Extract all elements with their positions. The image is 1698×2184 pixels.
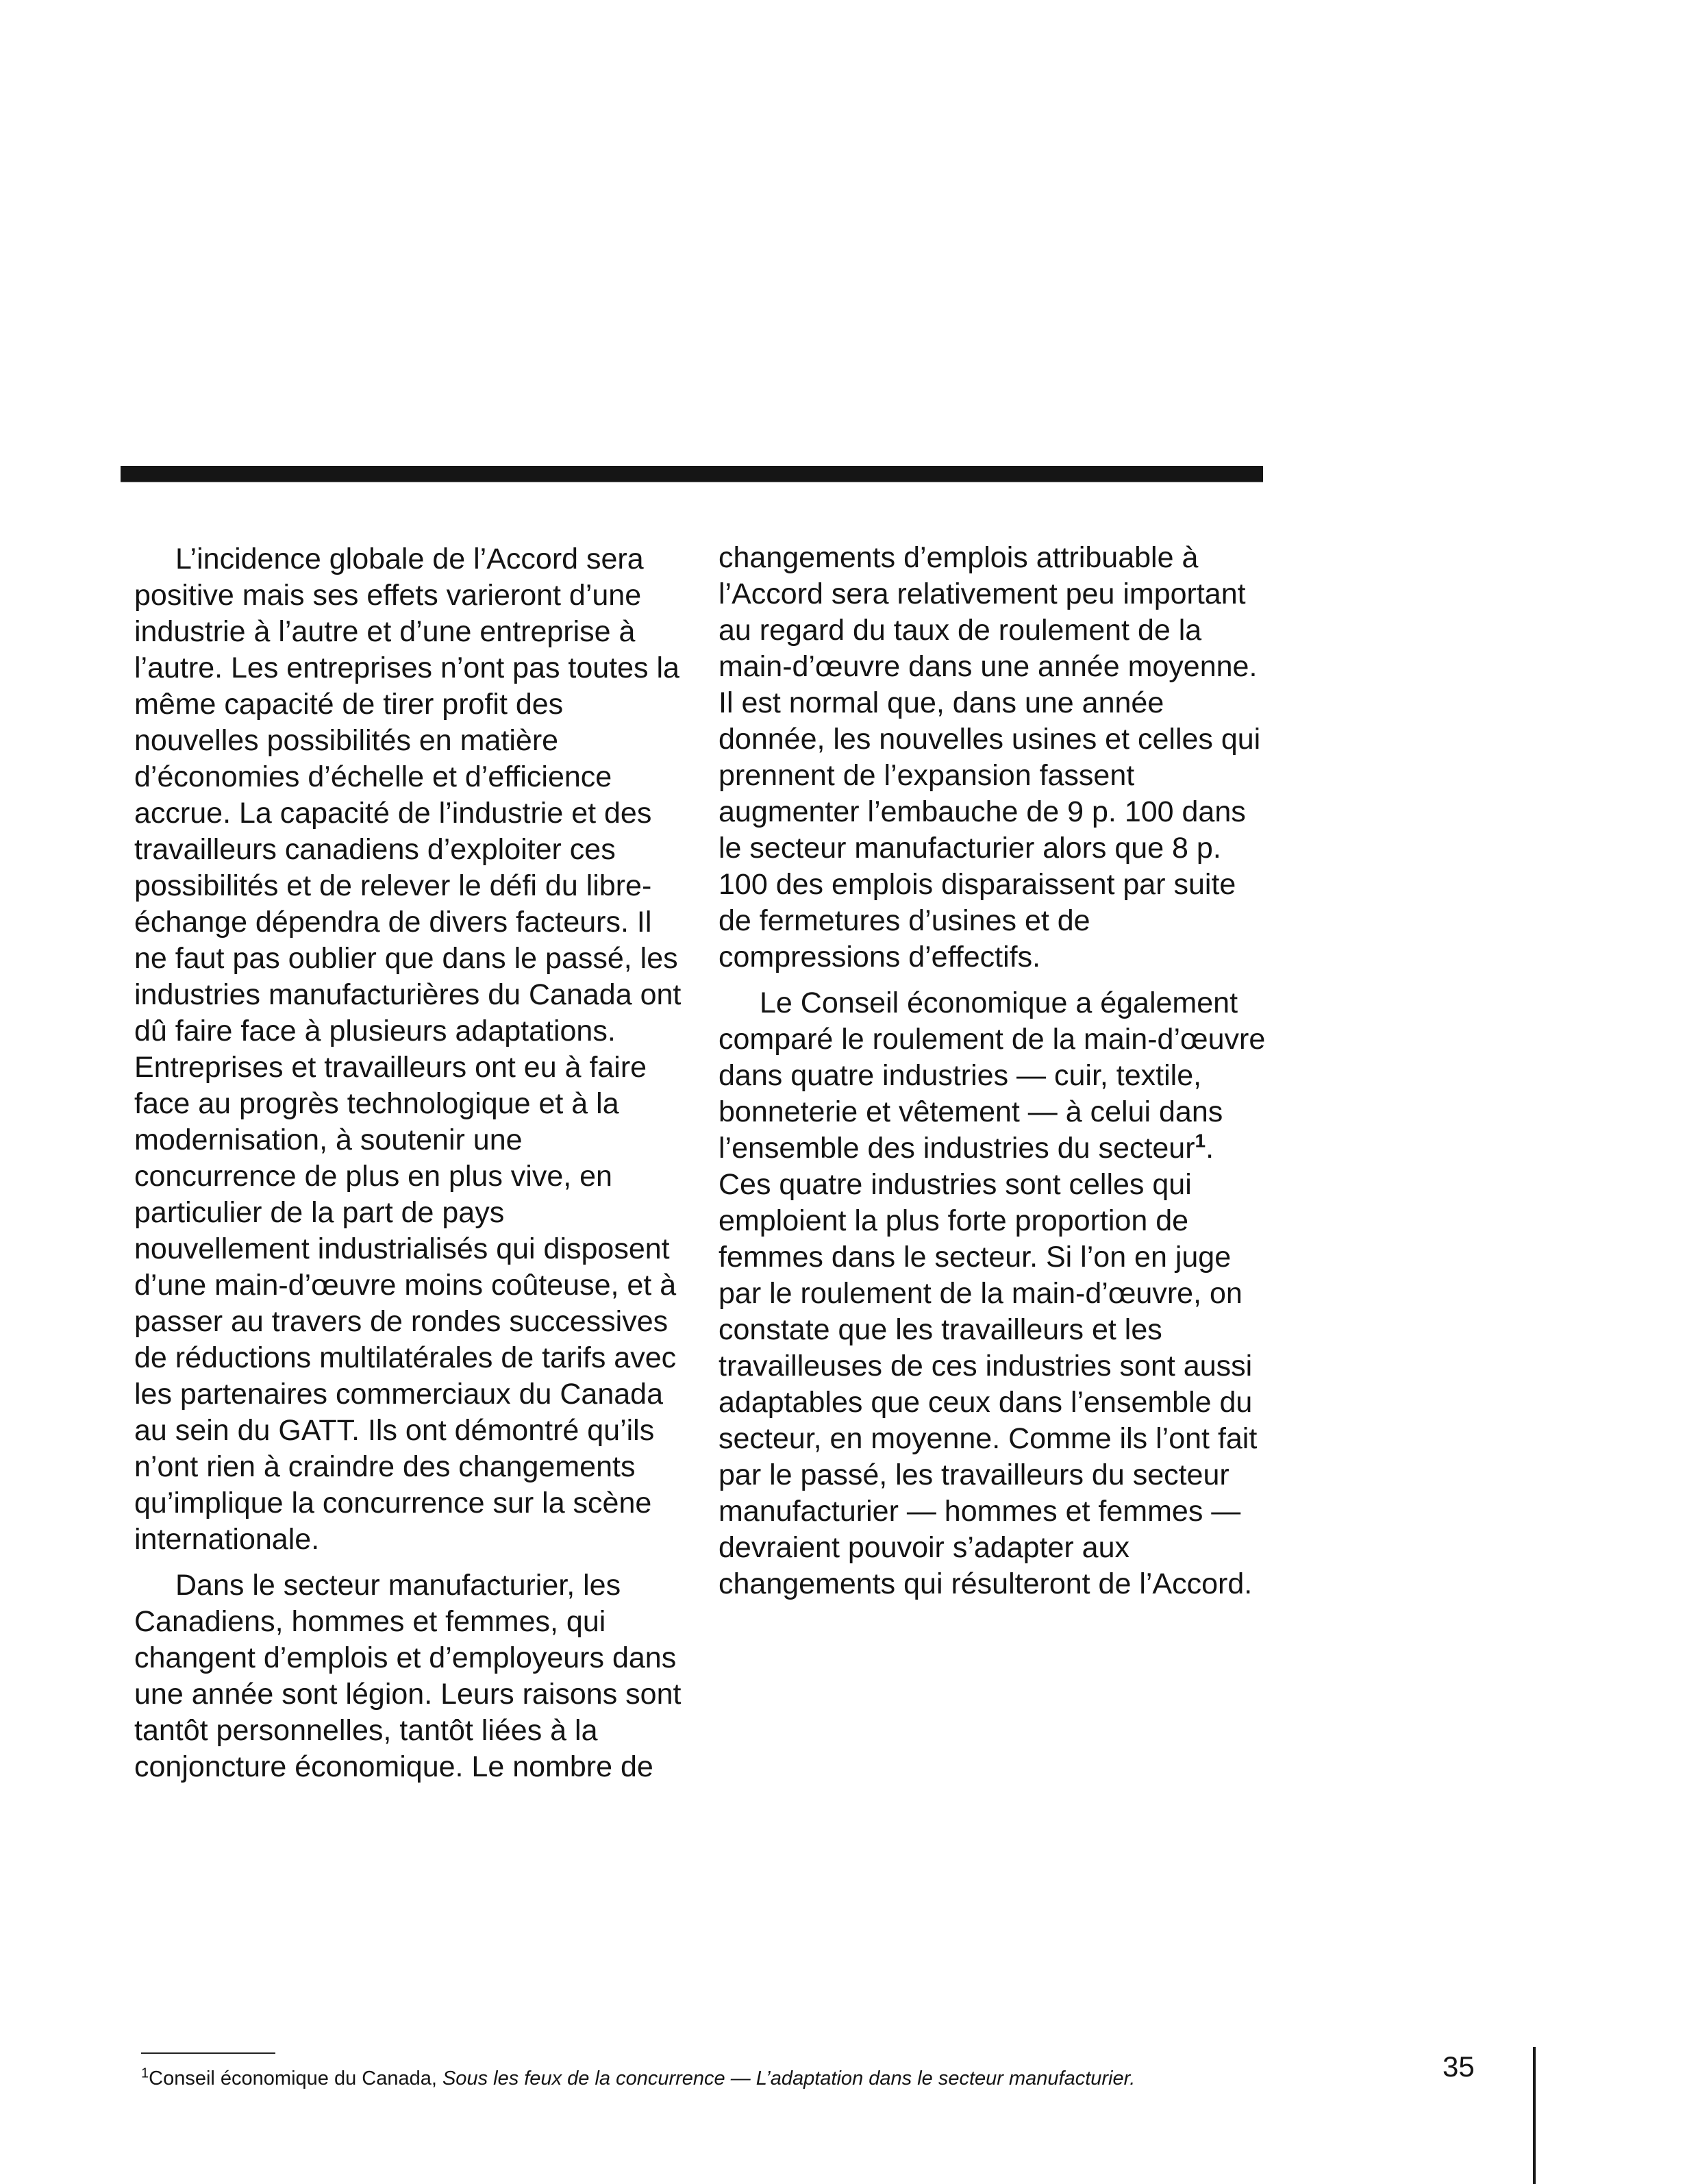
- footnote-title: Sous les feux de la concurrence — L’adaptation dans le secteur manufacturier.: [442, 2068, 1136, 2089]
- footnote-separator: [141, 2052, 275, 2054]
- footnote-reference[interactable]: 1: [1195, 1130, 1206, 1152]
- page-number: 35: [1443, 2050, 1475, 2083]
- paragraph-incidence: L’incidence globale de l’Accord sera positive mais ses effets varieront d’une industrie à l’autre et d’une entreprise à l’autre. Les entreprises n’ont pas toutes la même capacité de tirer profit des nouvelles possibilités en matière d’économies d’échelle et d’efficience accrue. La capacité de l’industrie et des travailleurs canadiens d’exploiter ces possibilités et de relever le défi du libre-échange dépendra de divers facteurs. Il ne faut pas oublier que dans le passé, les industries manufacturières du Canada ont dû faire face à plusieurs adaptations. Entreprises et travailleurs ont eu à faire face au progrès technologique et à la modernisation, à soutenir une concurrence de plus en plus vive, en particulier de la part de pays nouvellement industrialisés qui disposent d’une main-d’œuvre moins coûteuse, et à passer au travers de rondes successives de réductions multilatérales de tarifs avec les partenaires commerciaux du Canada au sein du GATT. Ils ont démontré qu’ils n’ont rien à craindre des changements qu’implique la concurrence sur la scène internationale.: [134, 543, 682, 1556]
- page-edge-line: [1533, 2047, 1536, 2184]
- footnote-author: Conseil économique du Canada,: [149, 2068, 442, 2089]
- header-rule: [121, 466, 1263, 482]
- paragraph-conseil-economique: [719, 985, 1266, 1602]
- right-column: [719, 540, 1266, 1612]
- footnote: [141, 2066, 1306, 2091]
- paragraph-text-part: Le Conseil économique a également comparé le roulement de la main-d’œuvre dans quatre industries — cuir, textile, bonneterie et vêtement — à celui dans l’ensemble des industries du secteur: [719, 986, 1266, 1165]
- paragraph-text-part: . Ces quatre industries sont celles qui emploient la plus forte proportion de femmes dans le secteur. Si l’on en juge par le roulement de la main-d’œuvre, on constate que les travailleurs et les travailleuses de ces industries sont aussi adaptables que ceux dans l’ensemble du secteur, en moyenne. Comme ils l’ont fait par le passé, les travailleurs du secteur manufacturier — hommes et femmes — devraient pouvoir s’adapter aux changements qui résulteront de l’Accord.: [719, 1132, 1258, 1600]
- paragraph-continuation: changements d’emplois attribuable à l’Accord sera relativement peu important au regard du taux de roulement de la main-d’œuvre dans une année moyenne. Il est normal que, dans une année donnée, les nouvelles usines et celles qui prennent de l’expansion fassent augmenter l’embauche de 9 p. 100 dans le secteur manufacturier alors que 8 p. 100 des emplois disparaissent par suite de fermetures d’usines et de compressions d’effectifs.: [719, 541, 1261, 973]
- left-column: [134, 541, 682, 1795]
- paragraph-secteur-manufacturier: Dans le secteur manufacturier, les Canadiens, hommes et femmes, qui changent d’emplois et d’employeurs dans une année sont légion. Leurs raisons sont tantôt personnelles, tantôt liées à la conjoncture économique. Le nombre de: [134, 1569, 682, 1783]
- footnote-marker: 1: [141, 2065, 149, 2081]
